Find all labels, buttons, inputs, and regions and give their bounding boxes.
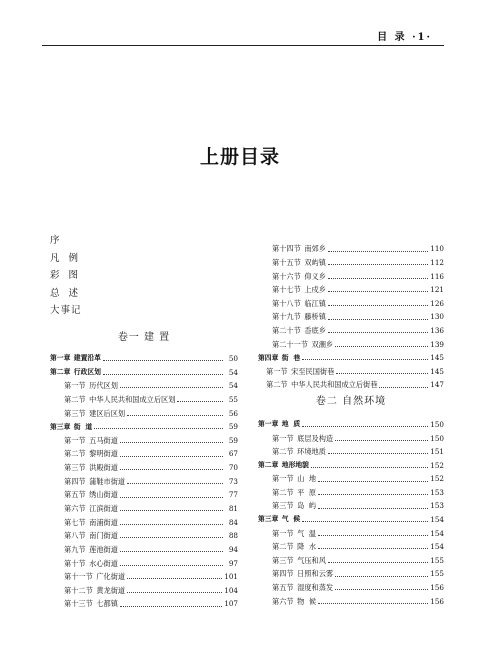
dot-leader — [328, 278, 428, 279]
toc-entry-title: 历代区划 — [89, 381, 118, 390]
toc-entry-label: 第十七节 — [272, 285, 301, 294]
toc-entry-title: 气 温 — [297, 528, 317, 537]
toc-entry-title: 底层及构造 — [297, 433, 334, 442]
toc-entry-section[interactable] — [258, 564, 444, 578]
toc-entry-label: 第十二节 — [64, 585, 93, 595]
dot-leader — [328, 251, 428, 252]
dot-leader — [127, 578, 222, 579]
toc-entry-label: 第六节 — [272, 596, 294, 605]
toc-right-column — [258, 239, 444, 605]
toc-entry-chapter[interactable] — [258, 510, 444, 524]
toc-entry-section[interactable] — [50, 403, 238, 417]
dot-leader — [335, 346, 428, 347]
running-header-text: 目 录 ·1· — [377, 32, 432, 43]
toc-entry-page: 73 — [228, 476, 238, 485]
toc-entry-title: 南郊乡 — [304, 244, 326, 253]
toc-entry-title: 环境地质 — [297, 447, 326, 456]
dot-leader — [328, 453, 428, 454]
toc-entry-page: 145 — [430, 353, 444, 362]
toc-entry-label: 第十五节 — [272, 257, 301, 267]
toc-entry-label: 第三章 — [50, 422, 71, 431]
toc-entry-label: 第一节 — [64, 435, 86, 444]
toc-entry-title: 降 水 — [297, 542, 317, 551]
toc-entry-label: 第十八节 — [272, 298, 301, 307]
dot-leader — [335, 589, 428, 590]
toc-entry-page: 110 — [430, 244, 444, 253]
dot-leader — [318, 548, 428, 549]
dot-leader — [328, 562, 428, 563]
toc-entry-section[interactable] — [50, 594, 238, 608]
toc-entry-title: 建区后区划 — [89, 408, 126, 417]
toc-entry-label: 第三章 — [258, 515, 279, 524]
toc-entry-title: 双屿镇 — [304, 257, 326, 267]
dot-leader — [318, 535, 428, 536]
toc-entry-section[interactable] — [50, 553, 238, 567]
toc-entry-page: 139 — [430, 339, 444, 348]
toc-entry-page: 84 — [228, 517, 238, 526]
toc-entry-page: 156 — [430, 583, 444, 592]
toc-entry-title: 物 候 — [297, 596, 317, 605]
toc-entry-label: 第十九节 — [272, 312, 301, 321]
toc-entry-title: 黎明街道 — [89, 449, 118, 458]
toc-entry-section[interactable] — [50, 444, 238, 458]
toc-entry-title: 地 质 — [281, 420, 301, 429]
toc-entry-section[interactable] — [50, 430, 238, 444]
dot-leader — [336, 373, 428, 374]
toc-entry-section[interactable] — [258, 239, 444, 253]
toc-entry-title: 日照和云雾 — [297, 569, 334, 578]
dot-leader — [120, 387, 223, 388]
toc-entry-subsection[interactable] — [258, 361, 444, 375]
toc-entry-page: 147 — [430, 380, 444, 389]
dot-leader — [120, 442, 223, 443]
toc-entry-title: 蒲鞋市街道 — [89, 476, 126, 485]
toc-entry-section[interactable] — [258, 469, 444, 483]
toc-entry-label: 第一节 — [64, 381, 86, 390]
toc-entry-label: 第一章 — [258, 420, 279, 429]
toc-entry-label: 第一节 — [272, 474, 294, 483]
toc-entry-page: 154 — [430, 528, 444, 537]
toc-entry-label: 第一节 — [272, 433, 294, 442]
toc-entry-section[interactable] — [50, 512, 238, 526]
toc-entry-title: 中华人民共和国成立后街巷 — [291, 380, 378, 389]
dot-leader — [127, 483, 223, 484]
toc-entry-page: 154 — [430, 542, 444, 551]
toc-entry-label: 第五节 — [64, 490, 86, 499]
toc-entry-label: 第三节 — [272, 501, 294, 510]
toc-entry-section[interactable] — [258, 591, 444, 605]
toc-entry-title: 岛 屿 — [297, 501, 317, 510]
dot-leader — [318, 494, 428, 495]
toc-entry-page: 50 — [228, 353, 238, 363]
toc-entry-section[interactable] — [258, 428, 444, 442]
toc-entry-title: 建置沿革 — [73, 354, 101, 363]
toc-entry-label: 第一节 — [272, 528, 294, 537]
toc-entry-page: 152 — [430, 474, 444, 483]
toc-entry-section[interactable] — [258, 537, 444, 551]
dot-leader — [328, 305, 428, 306]
toc-entry-list — [50, 349, 238, 608]
toc-entry-page: 153 — [430, 487, 444, 497]
toc-entry-title: 湿度和蒸发 — [297, 583, 334, 592]
dot-leader — [328, 332, 428, 333]
toc-entry-page: 55 — [228, 394, 238, 404]
toc-entry-section[interactable] — [50, 389, 238, 403]
toc-entry-section[interactable] — [50, 471, 238, 485]
toc-entry-page: 130 — [430, 312, 444, 321]
toc-entry-label: 第二节 — [64, 394, 86, 404]
toc-entry-title: 街 巷 — [281, 353, 301, 362]
dot-leader — [120, 537, 223, 538]
toc-entry-title: 岙底乡 — [304, 325, 326, 335]
toc-entry-page: 154 — [430, 515, 444, 524]
toc-entry-title: 宋至民国街巷 — [291, 366, 335, 375]
toc-entry-label: 第二节 — [272, 447, 294, 456]
toc-entry-label: 第二节 — [272, 542, 294, 551]
toc-entry-label: 第一章 — [50, 354, 71, 363]
toc-entry-title: 山 地 — [297, 474, 317, 483]
toc-entry-label: 第二十节 — [272, 325, 301, 335]
toc-entry-page: 136 — [430, 325, 444, 335]
toc-entry-label: 第二节 — [64, 449, 86, 458]
toc-entry-section[interactable] — [258, 321, 444, 335]
running-header — [0, 28, 480, 44]
toc-entry-subsection[interactable] — [258, 375, 444, 389]
dot-leader — [94, 428, 223, 429]
dot-leader — [120, 497, 223, 498]
toc-entry-label: 第七节 — [64, 517, 86, 526]
front-matter-list — [50, 236, 238, 324]
toc-entry-section[interactable] — [258, 550, 444, 564]
toc-entry-title: 地形地貌 — [281, 461, 309, 469]
toc-entry-label: 第十四节 — [272, 244, 301, 253]
toc-entry-label: 第二节 — [272, 487, 294, 497]
dot-leader — [318, 481, 428, 482]
dot-leader — [335, 576, 428, 577]
toc-entry-page: 150 — [430, 419, 444, 429]
toc-entry-title: 双潮乡 — [311, 339, 334, 348]
dot-leader — [120, 456, 223, 457]
toc-entry-page: 77 — [228, 490, 238, 499]
toc-entry-chapter[interactable] — [50, 362, 238, 376]
toc-entry-section[interactable] — [258, 483, 444, 497]
dot-leader — [311, 467, 428, 468]
toc-entry-section[interactable] — [258, 496, 444, 510]
toc-entry-page: 88 — [228, 531, 238, 540]
toc-entry-page: 56 — [228, 408, 238, 417]
dot-leader — [379, 387, 428, 388]
toc-entry-title: 平 原 — [297, 487, 317, 497]
toc-entry-label: 第二章 — [50, 367, 71, 376]
toc-entry-section[interactable] — [50, 580, 238, 594]
dot-leader — [318, 603, 428, 604]
toc-entry-page: 59 — [228, 422, 238, 431]
toc-entry-page: 116 — [430, 271, 444, 280]
toc-entry-section[interactable] — [258, 293, 444, 307]
dot-leader — [328, 264, 428, 265]
toc-entry-page: 81 — [228, 503, 238, 513]
toc-entry-page: 104 — [224, 585, 238, 595]
toc-entry-title: 南浦街道 — [89, 517, 118, 526]
toc-entry-section[interactable] — [50, 499, 238, 513]
toc-entry-section[interactable] — [50, 458, 238, 472]
toc-entry-title: 临江镇 — [304, 298, 326, 307]
toc-entry-page: 151 — [430, 447, 444, 456]
toc-entry-section[interactable] — [258, 334, 444, 348]
toc-entry-label: 第五节 — [272, 583, 294, 592]
dot-leader — [120, 606, 222, 607]
toc-entry-section[interactable] — [258, 578, 444, 592]
dot-leader — [302, 521, 428, 522]
toc-entry-title: 洪殿街道 — [89, 463, 118, 472]
toc-entry-title: 黄龙街道 — [96, 585, 126, 595]
front-matter-item[interactable]: 总 述 — [50, 287, 80, 299]
toc-entry-label: 第二章 — [258, 461, 279, 469]
front-matter-item[interactable]: 序 — [50, 235, 61, 246]
toc-entry-label: 第十节 — [64, 558, 86, 567]
volume-title: 卷一 建 置 — [117, 331, 171, 343]
toc-entry-page: 94 — [228, 544, 238, 554]
dot-leader — [328, 291, 428, 292]
toc-entry-page: 155 — [430, 555, 444, 565]
toc-entry-chapter[interactable] — [258, 415, 444, 429]
toc-entry-page: 97 — [228, 558, 238, 567]
toc-entry-label: 第三节 — [64, 463, 86, 472]
dot-leader — [127, 592, 222, 593]
toc-entry-page: 150 — [430, 433, 444, 442]
toc-entry-page: 156 — [430, 596, 444, 605]
toc-entry-chapter[interactable] — [258, 348, 444, 362]
toc-entry-title: 仰义乡 — [304, 271, 326, 280]
toc-entry-label: 第三节 — [64, 408, 86, 417]
toc-entry-page: 107 — [224, 599, 238, 608]
toc-entry-label: 第十一节 — [64, 572, 93, 581]
toc-entry-label: 第三节 — [272, 555, 294, 565]
front-matter-item[interactable]: 大事记 — [50, 305, 82, 316]
toc-entry-title: 街 道 — [73, 422, 93, 431]
toc-entry-title: 江滨街道 — [89, 503, 118, 513]
dot-leader — [302, 426, 428, 427]
toc-entry-page: 145 — [430, 366, 444, 375]
toc-entry-section[interactable] — [258, 280, 444, 294]
dot-leader — [120, 469, 223, 470]
volume-title: 卷二 自然环境 — [315, 395, 387, 407]
dot-leader — [318, 508, 428, 509]
toc-entry-page: 101 — [224, 572, 238, 581]
toc-entry-section[interactable] — [50, 485, 238, 499]
toc-entry-title: 南门街道 — [89, 531, 118, 540]
toc-entry-page: 126 — [430, 298, 444, 307]
toc-entry-page: 70 — [228, 463, 238, 472]
dot-leader — [302, 359, 428, 360]
toc-entry-label: 第四章 — [258, 353, 279, 362]
toc-entry-page: 59 — [228, 435, 238, 444]
toc-entry-chapter[interactable] — [50, 349, 238, 363]
toc-entry-section[interactable] — [50, 539, 238, 553]
toc-entry-label: 第四节 — [64, 476, 86, 485]
dot-leader — [103, 374, 223, 375]
toc-entry-label: 第十六节 — [272, 271, 301, 280]
toc-entry-chapter[interactable] — [50, 417, 238, 431]
toc-entry-label: 第十三节 — [64, 599, 93, 608]
toc-entry-page: 67 — [228, 449, 238, 458]
toc-entry-label: 第八节 — [64, 531, 86, 540]
toc-entry-label: 第四节 — [272, 569, 294, 578]
toc-entry-label: 第二节 — [266, 380, 288, 389]
toc-entry-list — [258, 415, 444, 605]
toc-entry-section[interactable] — [50, 567, 238, 581]
dot-leader — [177, 401, 223, 402]
toc-entry-title: 莲池街道 — [89, 544, 118, 554]
toc-entry-page: 153 — [430, 501, 444, 510]
toc-entry-title: 七都镇 — [96, 599, 118, 608]
toc-entry-title: 水心街道 — [89, 558, 118, 567]
toc-entry-label: 第六节 — [64, 503, 86, 513]
toc-entry-list — [258, 239, 444, 389]
toc-entry-page: 54 — [228, 367, 238, 376]
toc-entry-section[interactable] — [258, 442, 444, 456]
toc-entry-title: 藤桥镇 — [304, 312, 326, 321]
toc-entry-title: 中华人民共和国成立后区划 — [89, 394, 176, 404]
toc-entry-title: 行政区划 — [73, 367, 101, 376]
page-title: 上册目录 — [199, 146, 280, 168]
dot-leader — [335, 440, 428, 441]
front-matter-item[interactable]: 凡 例 — [50, 252, 80, 264]
dot-leader — [120, 565, 223, 566]
dot-leader — [120, 551, 223, 552]
toc-entry-page: 155 — [430, 569, 444, 578]
toc-entry-page: 121 — [430, 285, 444, 294]
dot-leader — [127, 415, 223, 416]
toc-entry-section[interactable] — [258, 307, 444, 321]
toc-entry-section[interactable] — [258, 266, 444, 280]
toc-entry-title: 上戍乡 — [304, 285, 326, 294]
toc-entry-chapter[interactable] — [258, 455, 444, 469]
header-rule — [42, 45, 444, 46]
dot-leader — [328, 319, 428, 320]
dot-leader — [120, 510, 223, 511]
toc-entry-section[interactable] — [258, 523, 444, 537]
dot-leader — [120, 524, 223, 525]
toc-entry-title: 五马街道 — [89, 435, 118, 444]
toc-entry-page: 152 — [430, 460, 444, 469]
toc-entry-page: 54 — [228, 381, 238, 390]
toc-entry-section[interactable] — [258, 253, 444, 267]
toc-entry-title: 气压和风 — [297, 555, 326, 565]
toc-entry-label: 第一节 — [266, 366, 288, 375]
toc-left-column — [50, 236, 238, 608]
toc-entry-label: 第九节 — [64, 544, 86, 554]
toc-entry-title: 绣山街道 — [89, 490, 118, 499]
toc-entry-section[interactable] — [50, 526, 238, 540]
toc-entry-section[interactable] — [50, 376, 238, 390]
dot-leader — [103, 360, 223, 361]
front-matter-item[interactable]: 彩 图 — [50, 270, 80, 281]
toc-entry-label: 第二十一节 — [272, 339, 308, 348]
toc-entry-title: 广化街道 — [96, 572, 126, 581]
toc-entry-title: 气 候 — [281, 515, 301, 524]
toc-entry-page: 112 — [430, 257, 444, 267]
